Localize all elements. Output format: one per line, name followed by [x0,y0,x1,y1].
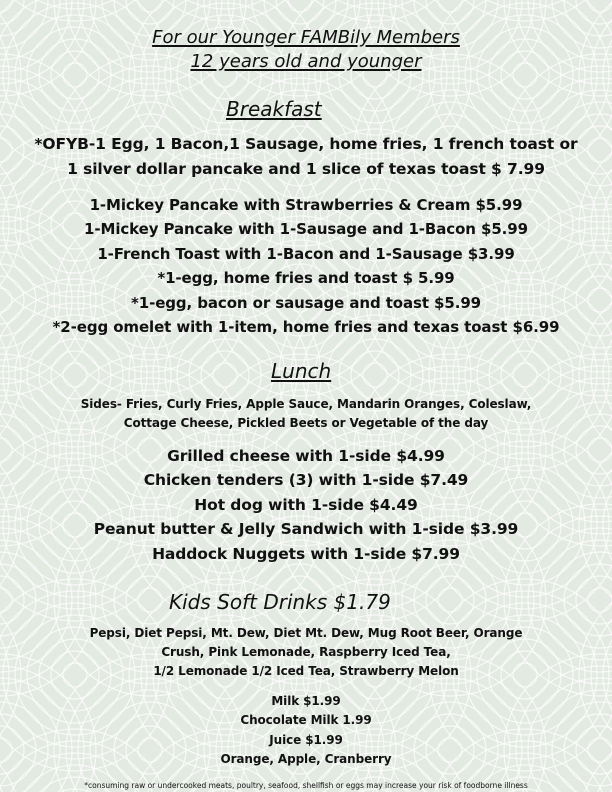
breakfast-item: *1-egg, bacon or sausage and toast $5.99 [131,294,481,312]
breakfast-item: *2-egg omelet with 1-item, home fries and texas toast $6.99 [52,318,560,336]
lunch-sides-line-1: Sides- Fries, Curly Fries, Apple Sauce, Mandarin Oranges, Coleslaw, [80,397,532,411]
lunch-item: Chicken tenders (3) with 1-side $7.49 [143,471,469,489]
lunch-heading: Lunch [271,359,332,383]
drinks-item: Orange, Apple, Cranberry [220,752,392,766]
menu-subtitle: 12 years old and younger [190,51,422,72]
ofyb-line-2: 1 silver dollar pancake and 1 slice of texas toast $ 7.99 [67,160,545,178]
foodborne-illness-disclaimer: *consuming raw or undercooked meats, poultry, seafood, shellfish or eggs may increase your risk of foodborne illness [84,781,528,790]
breakfast-item: 1-Mickey Pancake with 1-Sausage and 1-Bacon $5.99 [84,220,528,238]
drinks-item: Juice $1.99 [269,733,343,747]
drinks-item: Chocolate Milk 1.99 [240,713,372,727]
lunch-item: Peanut butter & Jelly Sandwich with 1-side $3.99 [93,520,519,538]
drinks-soda-line: Pepsi, Diet Pepsi, Mt. Dew, Diet Mt. Dew, Mug Root Beer, Orange [89,626,523,640]
drinks-heading: Kids Soft Drinks $1.79 [169,590,391,614]
ofyb-line-1: *OFYB-1 Egg, 1 Bacon,1 Sausage, home fries, 1 french toast or [34,135,578,153]
menu-title: For our Younger FAMBily Members [152,27,460,48]
lunch-item: Haddock Nuggets with 1-side $7.99 [152,545,460,563]
drinks-soda-line: Crush, Pink Lemonade, Raspberry Iced Tea, [161,645,451,659]
breakfast-item: *1-egg, home fries and toast $ 5.99 [157,269,455,287]
breakfast-item: 1-French Toast with 1-Bacon and 1-Sausage $3.99 [97,245,515,263]
drinks-item: Milk $1.99 [271,694,341,708]
lunch-item: Grilled cheese with 1-side $4.99 [167,447,445,465]
breakfast-heading: Breakfast [226,97,322,121]
lunch-item: Hot dog with 1-side $4.49 [194,496,418,514]
lunch-sides-line-2: Cottage Cheese, Pickled Beets or Vegetable of the day [123,416,489,430]
drinks-soda-line: 1/2 Lemonade 1/2 Iced Tea, Strawberry Melon [153,664,459,678]
breakfast-item: 1-Mickey Pancake with Strawberries & Cream $5.99 [89,196,523,214]
